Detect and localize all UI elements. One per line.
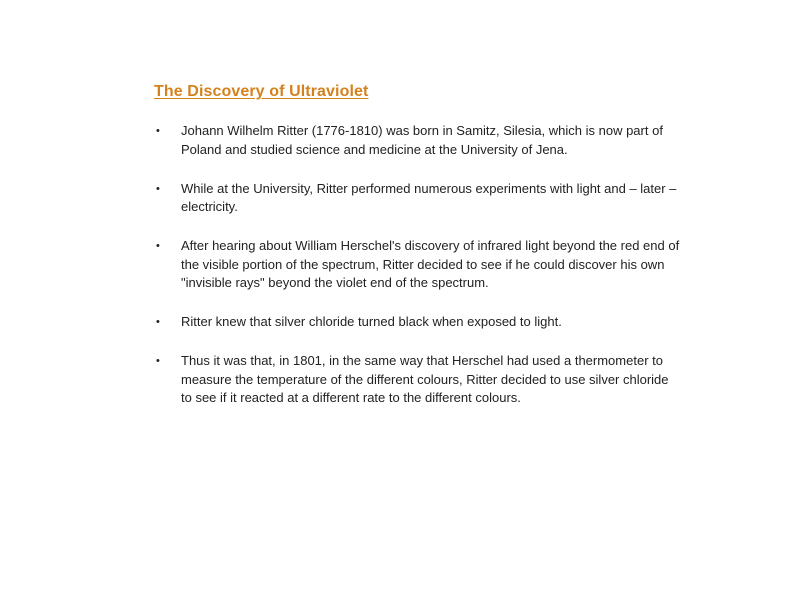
bullet-text: After hearing about William Herschel's discovery of infrared light beyond the red end of the visible portion of the spectrum, Ritter decided to see if he could discover his own "invisible rays" beyond the violet end of the spectrum.: [181, 238, 680, 290]
bullet-dot-icon: •: [156, 182, 160, 195]
bullet-text: While at the University, Ritter performed numerous experiments with light and – later – electricity.: [181, 180, 677, 214]
slide-title: The Discovery of Ultraviolet: [154, 83, 369, 100]
bullet-list: [150, 122, 680, 408]
bullet-dot-icon: •: [156, 355, 160, 367]
bullet-item: [150, 180, 680, 217]
bullet-dot-icon: •: [156, 240, 160, 252]
bullet-text: Ritter knew that silver chloride turned black when exposed to light.: [181, 314, 562, 329]
bullet-text: Thus it was that, in 1801, in the same way that Herschel had used a thermometer to measure the temperature of the different colours, Ritter decided to use silver chloride to see if it reacted at a different rate to the different colours.: [181, 353, 669, 405]
bullet-dot-icon: •: [156, 316, 160, 328]
bullet-item: [150, 237, 680, 293]
bullet-item: [150, 122, 680, 159]
bullet-text: Johann Wilhelm Ritter (1776-1810) was born in Samitz, Silesia, which is now part of Poland and studied science and medicine at the University of Jena.: [181, 123, 663, 157]
bullet-item: [150, 352, 680, 408]
bullet-dot-icon: •: [156, 125, 160, 137]
bullet-item: [150, 313, 680, 332]
